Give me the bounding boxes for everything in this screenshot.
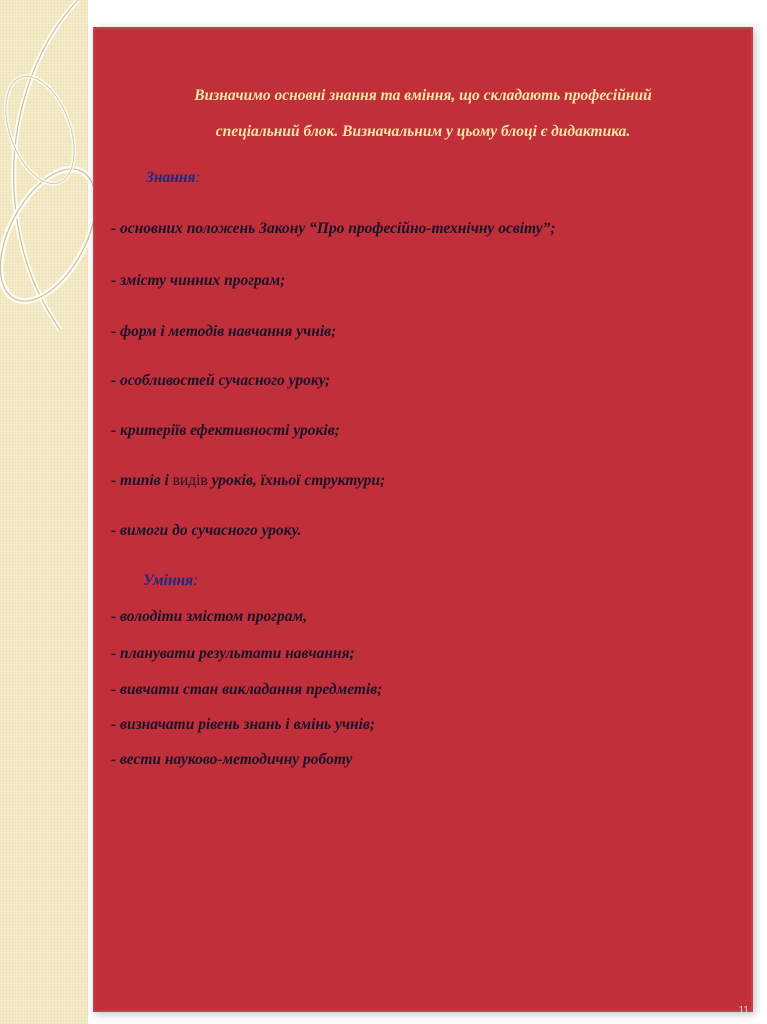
knowledge-item: - критеріїв ефективності уроків; [111, 422, 340, 439]
types-text-part1: - типів і [111, 472, 173, 489]
knowledge-item: - особливостей сучасного уроку; [111, 372, 331, 389]
skills-item: - вивчати стан викладання предметів; [111, 681, 383, 698]
knowledge-item: - основних положень Закону “Про професійно-технічну освіту”; [111, 220, 556, 237]
skills-item: - вести науково-методичну роботу [111, 751, 353, 768]
types-text-part2: видів [172, 472, 208, 489]
knowledge-item-types [111, 471, 385, 491]
types-text-part3: уроків, їхньої структури; [207, 472, 386, 489]
knowledge-item: - змісту чинних програм; [111, 272, 286, 289]
intro-paragraph [100, 78, 746, 150]
knowledge-item: - форм і методів навчання учнів; [111, 323, 337, 340]
skills-item: - володіти змістом програм, [111, 608, 307, 625]
skills-item: - планувати результати навчання; [111, 645, 355, 662]
intro-line-2: спеціальний блок. Визначальним у цьому блоці є дидактика. [215, 123, 631, 140]
skills-heading [143, 571, 198, 591]
skills-heading-label: Уміння [143, 572, 194, 589]
page-number: 11 [738, 1005, 749, 1016]
intro-line-1: Визначимо основні знання та вміння, що складають професійний [194, 87, 652, 104]
skills-item: - визначати рівень знань і вмінь учнів; [111, 716, 376, 733]
knowledge-item: - вимоги до сучасного уроку. [111, 522, 302, 539]
knowledge-heading [146, 168, 201, 188]
knowledge-heading-label: Знання [146, 169, 196, 186]
knowledge-heading-colon: : [195, 169, 201, 186]
skills-heading-colon: : [193, 572, 199, 589]
